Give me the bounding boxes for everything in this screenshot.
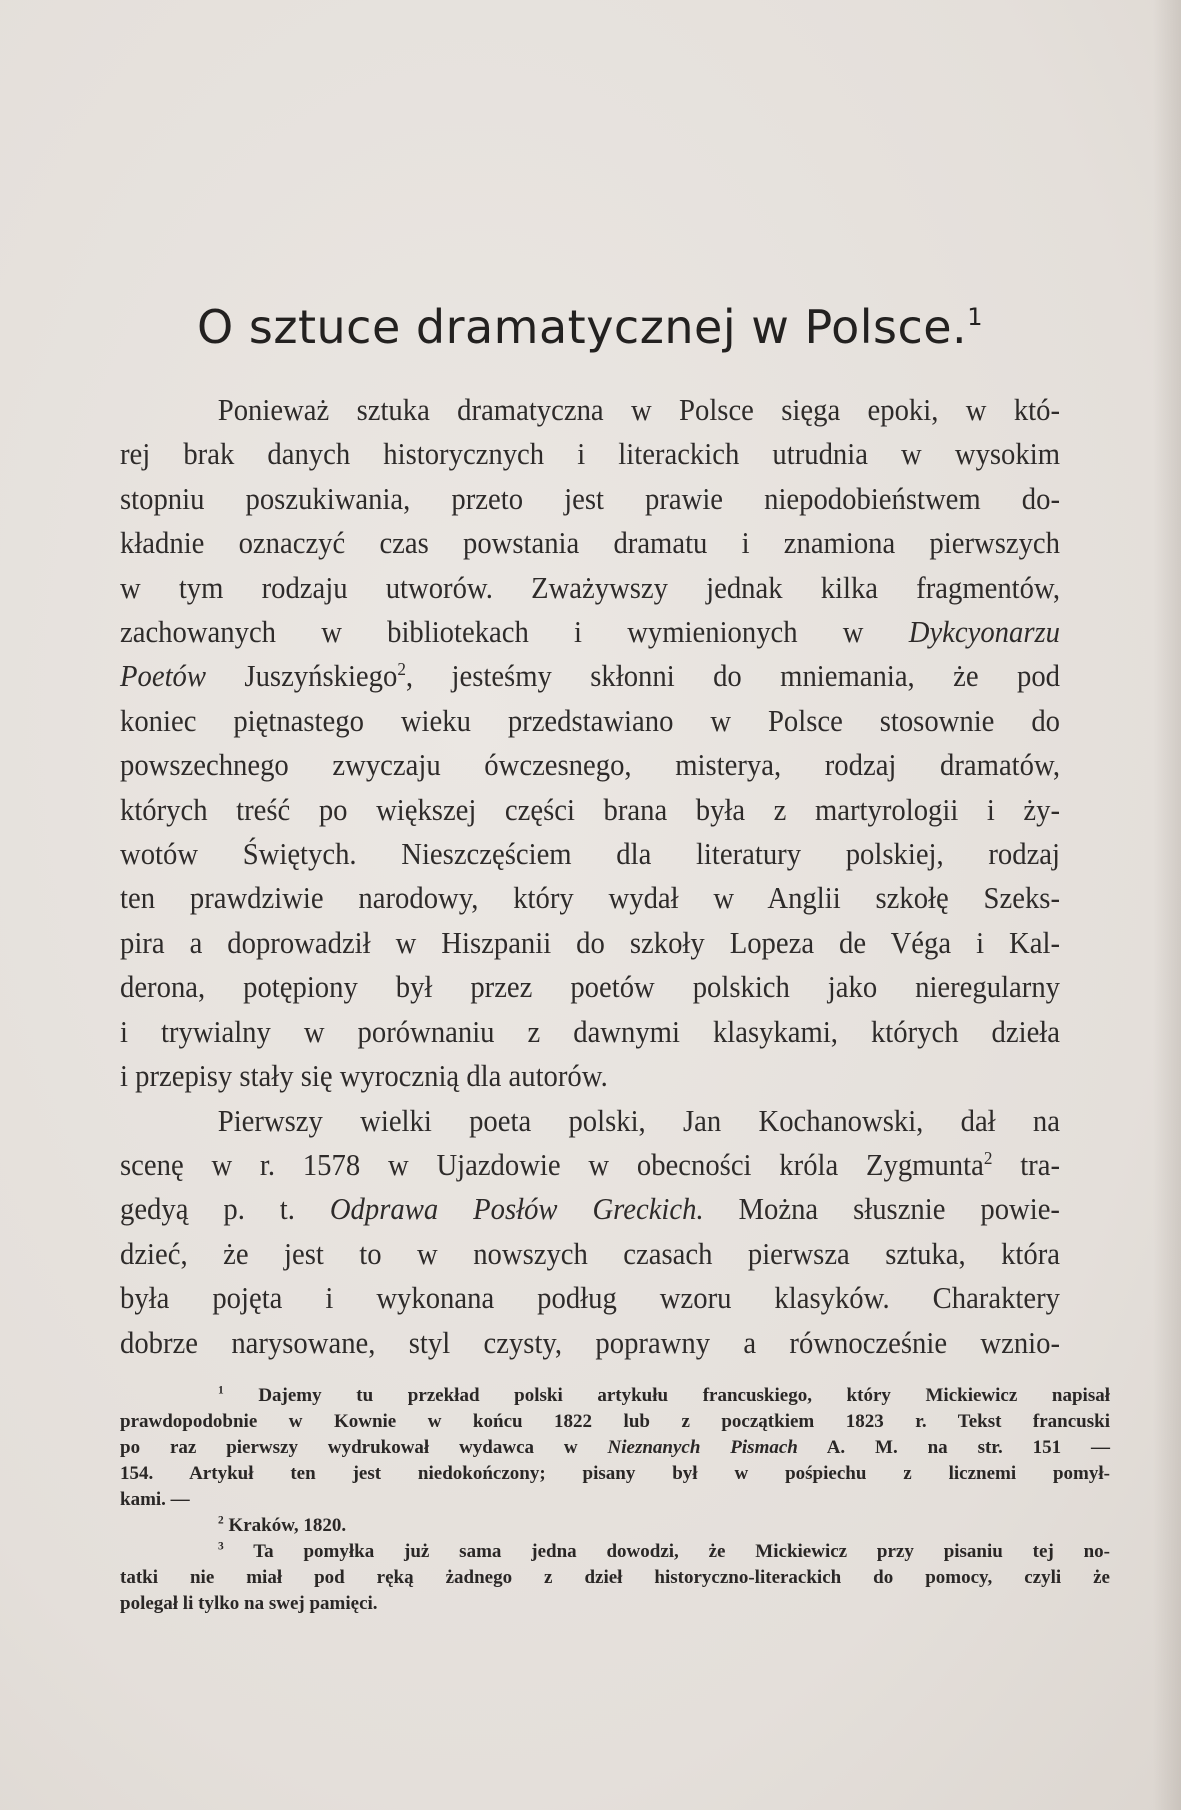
text-span: scenę w r. 1578 w Ujazdowie w obecności króla Zygmunta bbox=[120, 1147, 984, 1182]
text-span: dobrze narysowane, styl czysty, poprawny a równocześnie wznio- bbox=[120, 1325, 1060, 1360]
text-span: była pojęta i wykonana podług wzoru klasyków. Charaktery bbox=[120, 1281, 1060, 1316]
footnote-reference: 2 bbox=[397, 659, 406, 680]
footnote-line bbox=[120, 1487, 1110, 1513]
text-span: Juszyńskiego bbox=[206, 659, 398, 694]
italic-title: Nieznanych Pismach bbox=[607, 1437, 798, 1458]
text-line bbox=[120, 743, 1060, 787]
text-line bbox=[120, 699, 1060, 743]
text-span: A. M. na str. 151 — bbox=[797, 1437, 1110, 1458]
footnote-line bbox=[120, 1565, 1110, 1591]
text-line bbox=[120, 1054, 1060, 1098]
footnote-line bbox=[120, 1383, 1110, 1409]
text-span: Ta pomyłka już sama jedna dowodzi, że Mickiewicz przy pisaniu tej no- bbox=[223, 1541, 1110, 1562]
text-line bbox=[120, 1321, 1060, 1365]
footnote-line bbox=[120, 1539, 1110, 1565]
text-span: w tym rodzaju utworów. Zważywszy jednak kilka fragmentów, bbox=[120, 570, 1060, 605]
text-line bbox=[120, 1099, 1060, 1143]
footnotes bbox=[120, 1383, 1110, 1617]
italic-title: Dykcyonarzu bbox=[908, 615, 1060, 650]
text-span: Dajemy tu przekład polski artykułu francuskiego, który Mickiewicz napisał bbox=[223, 1385, 1110, 1406]
chapter-title-text: O sztuce dramatycznej w Polsce. bbox=[197, 300, 968, 354]
text-line bbox=[120, 1143, 1060, 1187]
text-line bbox=[120, 521, 1060, 565]
footnote-line bbox=[120, 1435, 1110, 1461]
text-span: derona, potępiony był przez poetów polskich jako nieregularny bbox=[120, 970, 1060, 1005]
text-span: dzieć, że jest to w nowszych czasach pierwsza sztuka, która bbox=[120, 1236, 1060, 1271]
text-line bbox=[120, 1276, 1060, 1320]
text-line bbox=[120, 788, 1060, 832]
text-span: koniec piętnastego wieku przedstawiano w Polsce stosownie do bbox=[120, 703, 1060, 738]
footnote-reference: 2 bbox=[983, 1147, 993, 1168]
footnote-reference: 2 bbox=[218, 1514, 224, 1527]
text-line bbox=[120, 432, 1060, 476]
footnote-line bbox=[120, 1591, 1110, 1617]
text-line bbox=[120, 477, 1060, 521]
text-span: gedyą p. t. bbox=[120, 1192, 330, 1227]
text-span: tatki nie miał pod ręką żadnego z dzieł historyczno-literackich do pomocy, czyli że bbox=[120, 1567, 1110, 1588]
footnote-line bbox=[120, 1513, 1110, 1539]
text-span: prawdopodobnie w Kownie w końcu 1822 lub z początkiem 1823 r. Tekst francuski bbox=[120, 1411, 1110, 1432]
chapter-title bbox=[120, 300, 1060, 354]
text-span: i przepisy stały się wyrocznią dla autorów. bbox=[120, 1059, 608, 1094]
text-line bbox=[120, 654, 1060, 698]
text-span: polegał li tylko na swej pamięci. bbox=[120, 1593, 378, 1614]
text-span: ten prawdziwie narodowy, który wydał w Anglii szkołę Szeks- bbox=[120, 881, 1060, 916]
text-line bbox=[120, 610, 1060, 654]
text-line bbox=[120, 1232, 1060, 1276]
text-span: po raz pierwszy wydrukował wydawca w bbox=[120, 1437, 608, 1458]
text-span: pira a doprowadził w Hiszpanii do szkoły Lopeza de Véga i Kal- bbox=[120, 925, 1060, 960]
text-line bbox=[120, 921, 1060, 965]
title-footnote-mark: 1 bbox=[967, 303, 983, 331]
text-line bbox=[120, 965, 1060, 1009]
text-span: Można słusznie powie- bbox=[703, 1192, 1060, 1227]
text-span: kładnie oznaczyć czas powstania dramatu i znamiona pierwszych bbox=[120, 526, 1060, 561]
text-span: 154. Artykuł ten jest niedokończony; pisany był w pośpiechu z licznemi pomył- bbox=[120, 1463, 1110, 1484]
text-line bbox=[120, 566, 1060, 610]
italic-title: Odprawa Posłów Greckich. bbox=[329, 1192, 704, 1227]
text-span: rej brak danych historycznych i literackich utrudnia w wysokim bbox=[120, 437, 1060, 472]
text-line bbox=[120, 832, 1060, 876]
text-span: , jesteśmy skłonni do mniemania, że pod bbox=[405, 659, 1060, 694]
text-span: zachowanych w bibliotekach i wymienionych w bbox=[120, 615, 909, 650]
text-span: stopniu poszukiwania, przeto jest prawie niepodobieństwem do- bbox=[120, 481, 1060, 516]
text-line bbox=[120, 1010, 1060, 1054]
text-line bbox=[120, 876, 1060, 920]
page-edge-shadow bbox=[1153, 0, 1181, 1810]
text-span: i trywialny w porównaniu z dawnymi klasykami, których dzieła bbox=[120, 1014, 1060, 1049]
text-span: Kraków, 1820. bbox=[223, 1515, 347, 1536]
footnote-line bbox=[120, 1461, 1110, 1487]
text-span: Ponieważ sztuka dramatyczna w Polsce sięga epoki, w któ- bbox=[217, 393, 1060, 427]
text-line bbox=[120, 388, 1060, 432]
text-span: powszechnego zwyczaju ówczesnego, misterya, rodzaj dramatów, bbox=[120, 748, 1060, 783]
text-span: których treść po większej części brana była z martyrologii i ży- bbox=[120, 792, 1060, 827]
text-span: Pierwszy wielki poeta polski, Jan Kochanowski, dał na bbox=[217, 1103, 1060, 1138]
footnote-line bbox=[120, 1409, 1110, 1435]
italic-title: Poetów bbox=[120, 659, 207, 694]
text-span: kami. — bbox=[120, 1489, 190, 1510]
text-span: tra- bbox=[992, 1147, 1061, 1182]
main-text bbox=[120, 388, 1060, 1365]
text-span: wotów Świętych. Nieszczęściem dla literatury polskiej, rodzaj bbox=[120, 837, 1060, 872]
text-line bbox=[120, 1187, 1060, 1231]
footnote-reference: 1 bbox=[218, 1384, 224, 1397]
footnote-reference: 3 bbox=[218, 1540, 224, 1553]
